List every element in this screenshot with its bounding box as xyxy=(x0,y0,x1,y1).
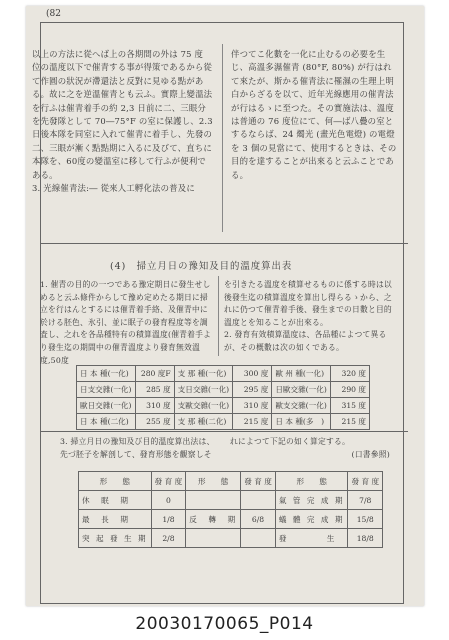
table-cell: 支歐交雜(一化) xyxy=(174,398,233,414)
table-cell: 6/8 xyxy=(241,510,276,529)
table-cell: 支 那 種(一化) xyxy=(174,366,233,382)
table-header: 形 態 xyxy=(79,472,152,491)
table-cell: 歐支交雜(一化) xyxy=(272,398,331,414)
table-row xyxy=(79,491,383,510)
table-cell: 歐日交雜(一化) xyxy=(77,398,136,414)
table-cell: 支日交雜(一化) xyxy=(174,382,233,398)
text-column-left xyxy=(40,279,212,367)
table-header-row xyxy=(79,472,383,491)
table-row xyxy=(77,382,370,398)
table-cell: 285 度 xyxy=(135,382,174,398)
paragraph: 位の溫度以下で催青する事が得策であるから從て作圓の狀況が滯還法と反對に見ゆる點がある。故に之を逆溫催青とも云ふ。實際上變溫法を行ふは催青着手の約 2,3 日前に二、三眼分を先發隊として 70―75°F の室に保護し、2.3 日後本隊を同室に入れて催青に着手し、先發の二、三眼が漸く點點期に入るに及びて、直ちに本隊を、60度の變溫室に移して行ふが便利である。 xyxy=(32,62,213,180)
table-cell: 255 度 xyxy=(135,414,174,430)
table-cell: 發 生 xyxy=(275,529,348,548)
table-cell xyxy=(186,529,241,548)
table-row xyxy=(77,414,370,430)
table-cell: 休 眠 期 xyxy=(79,491,152,510)
table-cell xyxy=(241,529,276,548)
table-row xyxy=(77,398,370,414)
table-cell: 295 度 xyxy=(233,382,272,398)
section-rule xyxy=(40,431,408,432)
table-cell: 歐 州 種(一化) xyxy=(272,366,331,382)
paragraph: を引きたる溫度を積算せるものに係する時は以後發生迄の積算溫度を算出し得らるゝから、之れに仍つて催青着手後、發生までの日數と目的溫度とを知ることが出來る。 xyxy=(224,280,392,327)
paragraph: 1. 催青の目的の一つである豫定期日に發生せしめると云ふ條件からして豫め定めたる期日に掃立を行はんとするには催青着手絡、及催青中に於ける胚色、氷引、並に眠子の發育程度等を調査し、之れを各品種特有の積算溫度(催青着手より發生迄の期間中の催青溫度より發育無效溫度,50度 xyxy=(40,280,212,365)
table-cell: 310 度 xyxy=(135,398,174,414)
paragraph: れによつて下記の如く算定する。 xyxy=(230,437,350,446)
table-cell: 日歐交雜(一化) xyxy=(272,382,331,398)
paragraph: 3. 掃立月日の豫知及び目的溫度算出法は、先づ胚子を解剖して、發育形態を觀察しそ xyxy=(60,437,215,459)
text-column-right xyxy=(230,436,390,461)
table-row xyxy=(79,510,383,529)
column-divider xyxy=(222,44,223,232)
table-cell: 320 度 xyxy=(331,366,370,382)
text-column-right xyxy=(231,48,399,182)
table-cell xyxy=(186,491,241,510)
section-title: (4) 掃立月日の豫知及目的溫度算出表 xyxy=(110,261,293,272)
table-header: 發 育 度 xyxy=(348,472,383,491)
temperature-table xyxy=(76,365,370,430)
page-number-value: 82 xyxy=(49,9,61,19)
text-column-left xyxy=(60,436,220,461)
paragraph: 2. 發育有效積算溫度は、各品種によつて異るが、その概數は次の如くである。 xyxy=(224,330,387,352)
table-cell: 突 起 發 生 期 xyxy=(79,529,152,548)
table-header: 形 態 xyxy=(275,472,348,491)
paragraph: 3. 光線催青法:― 從來人工孵化法の普及に xyxy=(32,183,195,194)
column-divider xyxy=(218,276,219,356)
page-number: (82 xyxy=(46,9,61,19)
table-cell xyxy=(241,491,276,510)
table-cell: 1/8 xyxy=(151,510,186,529)
table-cell: 氣 管 完 成 期 xyxy=(275,491,348,510)
table-row xyxy=(77,366,370,382)
table-header: 發 育 度 xyxy=(151,472,186,491)
table-cell: 310 度 xyxy=(233,398,272,414)
table-cell: 215 度 xyxy=(233,414,272,430)
reference-note: (口書參照) xyxy=(351,449,390,459)
table-cell: 300 度 xyxy=(233,366,272,382)
table-cell: 315 度 xyxy=(331,398,370,414)
image-caption: 20030170065_P014 xyxy=(135,614,314,634)
table-header: 形 態 xyxy=(186,472,241,491)
table-cell: 0 xyxy=(151,491,186,510)
table-row xyxy=(79,529,383,548)
table-cell: 15/8 xyxy=(348,510,383,529)
table-cell: 7/8 xyxy=(348,491,383,510)
table-cell: 最 長 期 xyxy=(79,510,152,529)
table-cell: 2/8 xyxy=(151,529,186,548)
paragraph: 伴つてこ化數を一化に止むるの必要を生じ、高溫多濕催青 (80°F, 80%) が行はれて來たが、斯かる催青法に罹濕の生理上明白からざるを以て、近年光線應用の催青法が行はるゝに至つた。その實施法は、溫度は普通の 76 度位にて、何―ば八疊の室とするならば、24 燭光 (畫光色電燈) の電燈を 3 個の見當にて、使用するときは、その目的を達することが出來ると云ふことである。 xyxy=(231,49,397,180)
text-column-right xyxy=(224,279,394,355)
section-rule xyxy=(40,243,408,244)
table-cell: 日 本 種(多 ) xyxy=(272,414,331,430)
table-header: 發 育 度 xyxy=(241,472,276,491)
table-cell: 日 本 種(二化) xyxy=(77,414,136,430)
table-cell: 反 轉 期 xyxy=(186,510,241,529)
development-table xyxy=(78,471,383,548)
table-cell: 日支交雜(一化) xyxy=(77,382,136,398)
table-cell: 280 度F xyxy=(135,366,174,382)
table-cell: 日 本 種(一化) xyxy=(77,366,136,382)
table-cell: 215 度 xyxy=(331,414,370,430)
table-cell: 支 那 種(二化) xyxy=(174,414,233,430)
table-cell: 290 度 xyxy=(331,382,370,398)
text-column-left xyxy=(32,48,214,195)
table-cell: 蟻 體 完 成 期 xyxy=(275,510,348,529)
paragraph: 以上の方法に從へば上の各期間の外は 75 度 xyxy=(32,49,204,59)
table-cell: 18/8 xyxy=(348,529,383,548)
